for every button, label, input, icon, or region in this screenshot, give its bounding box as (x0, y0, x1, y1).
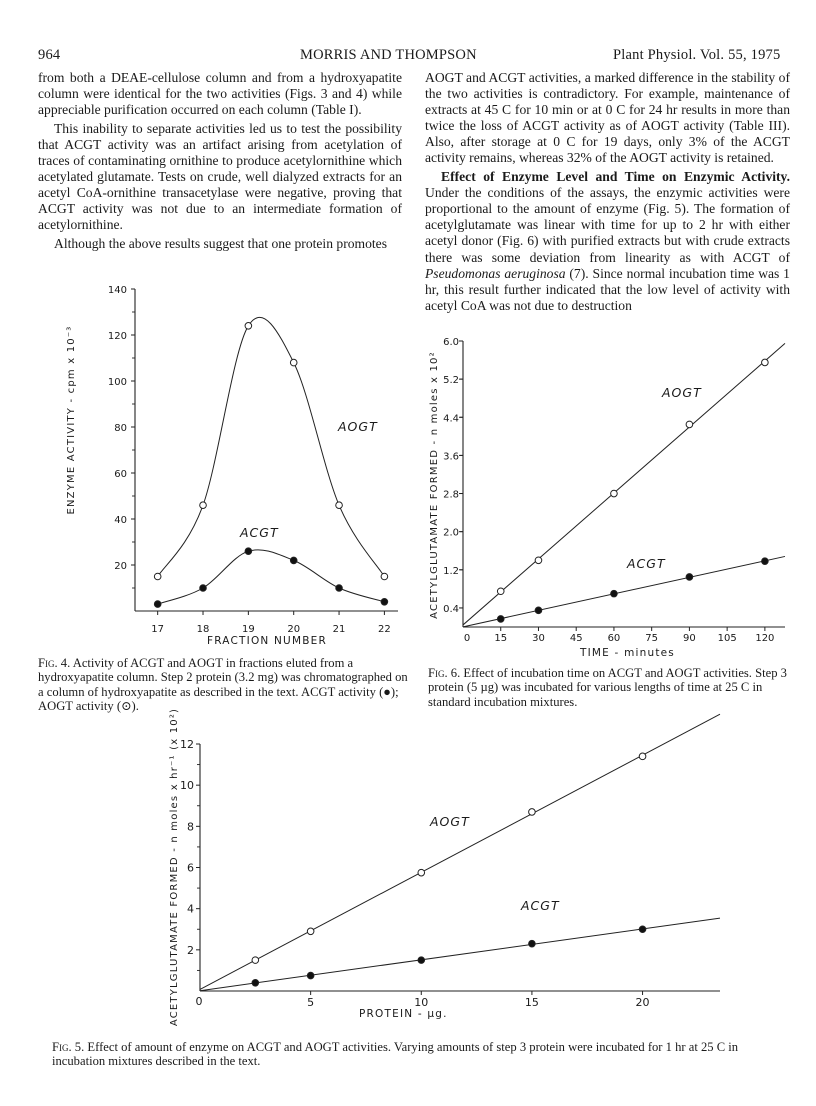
right-paragraph-2-text-a: Under the conditions of the assays, the enzymic activities were proportional to the amount of enzyme (Fig. 5). The formation of acetylglutamate was linear with time for up to 2 hr with either acetyl donor (Fig. 6) with purified extracts but with crude extracts there was some deviation from linearity as with ACGT of (425, 185, 790, 265)
fig5-y-tick-label: 10 (180, 779, 194, 793)
fig5-aogt-point (529, 809, 536, 816)
figure-4-label: Fig. 4. (38, 656, 71, 670)
species-name: Pseudomonas aeruginosa (425, 265, 566, 281)
fig4-y-axis-label: ENZYME ACTIVITY - cpm x 10⁻³ (66, 325, 77, 515)
fig6-x-tick-label: 105 (717, 633, 737, 644)
fig5-acgt-point (252, 979, 259, 986)
fig5-aogt-series-label: AOGT (430, 814, 470, 829)
fig5-y-tick-label: 4 (187, 902, 194, 916)
fig5-origin-label: 0 (195, 995, 203, 1008)
right-paragraph-1: AOGT and ACGT activities, a marked difference in the stability of the two activities is contradictory. For example, maintenance of extracts at 45 C for 10 min or at 0 C for 24 hr results in more than twice the loss of ACGT activity as of AOGT activity (Table III). Also, after storage at 0 C for 19 days, only 3% of the ACGT activity remains, whereas 32% of the AOGT activity is retained. (425, 70, 790, 166)
fig5-y-tick-label: 12 (180, 738, 194, 751)
fig6-y-tick-label: 0.4 (443, 603, 459, 615)
fig4-y-tick-label: 40 (114, 515, 127, 526)
fig6-y-tick-label: 5.2 (443, 375, 459, 387)
fig6-origin-label: 0 (463, 633, 471, 644)
fig6-x-tick-label: 45 (569, 633, 583, 644)
fig4-y-tick-label: 60 (114, 469, 127, 480)
fig6-y-tick-label: 2.8 (443, 489, 459, 501)
fig6-x-tick-label: 90 (683, 633, 696, 644)
fig4-y-tick-label: 120 (107, 331, 127, 342)
fig4-x-tick-label: 20 (287, 624, 301, 635)
fig6-y-tick-label: 3.6 (443, 451, 459, 463)
figure-6-label: Fig. 6. (428, 666, 461, 680)
fig5-x-axis-label: PROTEIN - µg. (359, 1008, 448, 1020)
fig6-y-tick-label: 6.0 (443, 337, 459, 348)
figure-5-caption (52, 1040, 792, 1069)
fig6-x-tick-label: 60 (607, 633, 621, 644)
figure-5-caption-text: Effect of amount of enzyme on ACGT and AOGT activities. Varying amounts of step 3 protein were incubated for 1 hr at 25 C in incubation mixtures described in the text. (52, 1040, 739, 1069)
left-paragraph-1: from both a DEAE-cellulose column and from a hydroxyapatite column were identical for the two activities (Figs. 3 and 4) while appreciable purification occurred on each column (Table I). (38, 70, 402, 118)
figure-4-caption-text: Activity of ACGT and AOGT in fractions eluted from a hydroxyapatite column. Step 2 protein (3.2 mg) was chromatographed on a column of hydroxyapatite as described in the text. ACGT activity (●); AOGT activity (⊙). (38, 656, 408, 714)
fig4-y-tick-label: 140 (107, 285, 127, 296)
fig5-acgt-point (639, 926, 646, 933)
fig5-acgt-series-label: ACGT (521, 898, 560, 913)
fig4-acgt-series-label: ACGT (240, 525, 279, 540)
fig5-x-tick-label: 15 (524, 996, 539, 1009)
fig4-y-tick-label: 100 (107, 377, 127, 388)
figure-6-caption-text: Effect of incubation time on ACGT and AOGT activities. Step 3 protein (5 µg) was incubated for various lengths of time at 25 C in standard incubation mixtures. (428, 666, 787, 709)
running-header-journal: Plant Physiol. Vol. 55, 1975 (613, 47, 781, 63)
fig5-aogt-point (252, 957, 259, 964)
fig4-x-axis-label: FRACTION NUMBER (207, 635, 327, 647)
fig6-y-axis-label: ACETYLGLUTAMATE FORMED - n moles x 10² (429, 351, 440, 619)
fig4-x-tick-label: 19 (241, 624, 255, 635)
fig5-acgt-point (307, 972, 314, 979)
fig6-x-tick-label: 30 (532, 633, 545, 644)
fig5-aogt-point (418, 869, 425, 876)
fig4-x-tick-label: 21 (332, 624, 346, 635)
fig6-y-tick-label: 1.2 (443, 565, 459, 577)
fig6-y-tick-label: 4.4 (443, 413, 459, 425)
fig4-y-tick-label: 80 (114, 423, 127, 434)
right-paragraph-2-text-b: (7). Since normal incubation time was 1 hr, this result further indicated that the low level of activity with acetyl CoA was not due to destruction (425, 265, 790, 313)
fig4-x-tick-label: 18 (196, 624, 210, 635)
page-number: 964 (38, 47, 61, 63)
fig6-x-tick-label: 75 (645, 633, 659, 644)
fig4-x-tick-label: 22 (378, 624, 391, 635)
fig5-aogt-point (639, 753, 646, 760)
fig6-acgt-series-label: ACGT (627, 556, 666, 571)
fig4-x-tick-label: 17 (151, 624, 165, 635)
fig6-x-tick-label: 15 (494, 633, 508, 644)
left-paragraph-3: Although the above results suggest that one protein promotes (54, 236, 387, 252)
fig5-acgt-point (529, 940, 536, 947)
fig5-x-tick-label: 10 (414, 996, 429, 1009)
section-heading: Effect of Enzyme Level and Time on Enzymic Activity. (441, 169, 790, 185)
fig5-y-axis-label: ACETYLGLUTAMATE FORMED - n moles x hr⁻¹ (x 10²) (169, 707, 180, 1027)
fig6-x-tick-label: 120 (755, 633, 775, 644)
fig5-y-tick-label: 2 (187, 943, 194, 957)
fig6-x-axis-label: TIME - minutes (580, 647, 675, 659)
fig4-aogt-series-label: AOGT (338, 419, 378, 434)
figure-5-label: Fig. 5. (52, 1040, 85, 1054)
left-paragraph-2: This inability to separate activities led us to test the possibility that ACGT activity was an artifact arising from acetylation of traces of contaminating ornithine to produce acetylornithine which acetylated glutamate. Tests on crude, well dialyzed extracts for an acetyl CoA-ornithine transacetylase were negative, proving that ACGT activity was not due to an intermediate formation of acetylornithine. (38, 121, 402, 233)
fig5-y-tick-label: 6 (187, 861, 194, 875)
running-header-authors: MORRIS AND THOMPSON (300, 47, 477, 63)
fig5-x-tick-label: 20 (635, 996, 650, 1009)
fig5-aogt-point (307, 928, 314, 935)
fig6-aogt-series-label: AOGT (662, 385, 702, 400)
fig5-acgt-point (418, 957, 425, 964)
fig4-y-tick-label: 20 (114, 561, 127, 572)
fig5-x-tick-label: 5 (307, 996, 315, 1009)
fig6-y-tick-label: 2.0 (443, 527, 459, 539)
fig5-y-tick-label: 8 (187, 820, 194, 834)
